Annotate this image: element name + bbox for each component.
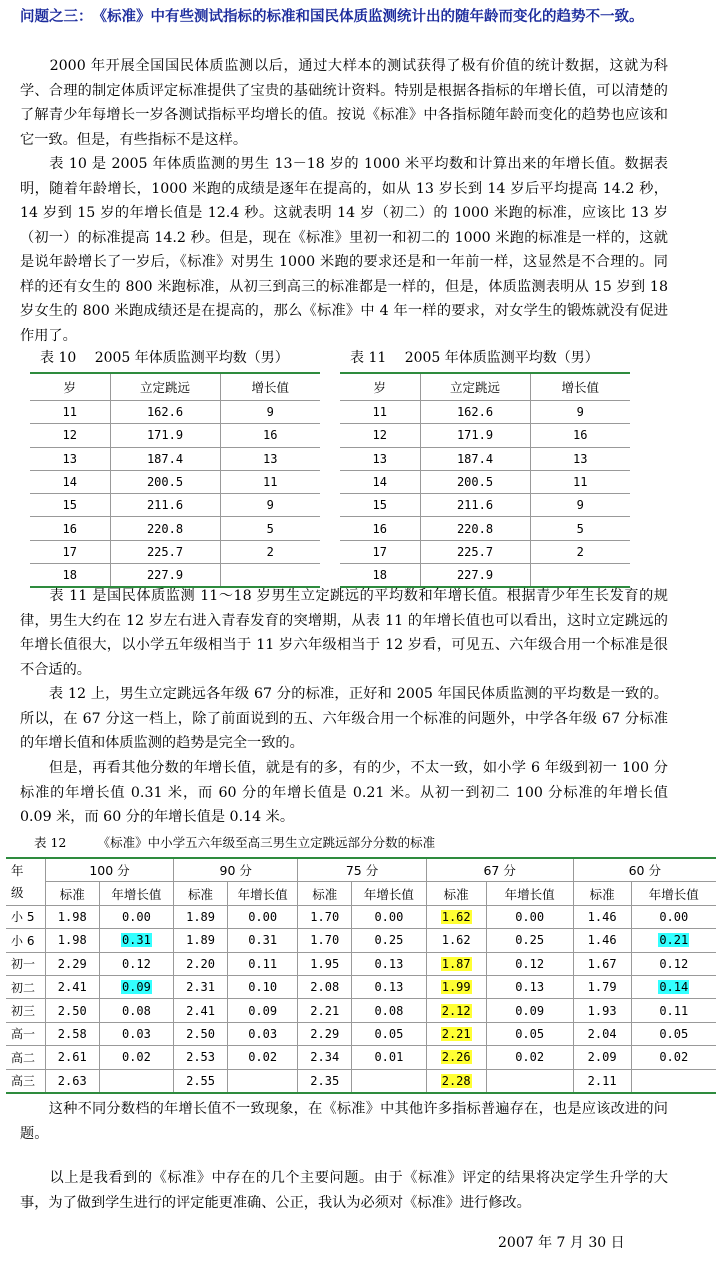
table12-cell-value: 1.46 bbox=[587, 933, 617, 948]
table10 bbox=[30, 372, 320, 588]
table12-cell bbox=[298, 975, 352, 998]
table12-cell-value: 0.05 bbox=[515, 1026, 545, 1041]
table12-cell bbox=[298, 999, 352, 1022]
table12-group-header: 100 分 bbox=[45, 858, 173, 882]
table12-cell bbox=[573, 975, 631, 998]
table12-cell bbox=[298, 1069, 352, 1093]
table12-cell-value: 2.50 bbox=[57, 1003, 87, 1018]
table12-cell-value: 0.14 bbox=[659, 980, 689, 995]
table12-cell bbox=[45, 975, 99, 998]
table12-cell bbox=[99, 1022, 174, 1045]
table10-cell: 16 bbox=[30, 517, 110, 540]
table12-group-header: 90 分 bbox=[174, 858, 298, 882]
table11-cell: 211.6 bbox=[420, 494, 530, 517]
table12-cell-value: 高二 bbox=[11, 1050, 36, 1065]
table12-cell-value: 0.02 bbox=[659, 1050, 689, 1065]
table12-cell bbox=[426, 1046, 486, 1069]
table12-cell bbox=[631, 1046, 716, 1069]
table12-cell bbox=[631, 999, 716, 1022]
table12-cell bbox=[174, 929, 228, 952]
table12-cell-value: 2.21 bbox=[310, 1003, 340, 1018]
table10-cell: 225.7 bbox=[110, 540, 220, 563]
table12-cell bbox=[45, 1022, 99, 1045]
table11-row bbox=[340, 447, 630, 470]
table12-cell-value: 0.03 bbox=[248, 1026, 278, 1041]
table12-cell-value: 0.02 bbox=[515, 1050, 545, 1065]
table11-header: 立定跳远 bbox=[420, 373, 530, 401]
table10-caption: 表 10 2005 年体质监测平均数（男） bbox=[40, 350, 289, 366]
table12-cell bbox=[426, 1069, 486, 1093]
table12-cell-value: 0.11 bbox=[248, 956, 278, 971]
table12-cell-value: 0.03 bbox=[121, 1026, 151, 1041]
table12-subheader: 年增长值 bbox=[227, 882, 297, 905]
paragraph-growth-comparison: 但是，再看其他分数的年增长值，就是有的多，有的少，不太一致，如小学 6 年级到初一 100 分标准的年增长值 0.31 米，而 60 分的年增长值是 0.21 米。从初一到初二 100 分标准的年增长值 0.09 米，而 60 分的年增长值是 0.14 米。 bbox=[20, 760, 668, 825]
table10-row bbox=[30, 401, 320, 424]
table12-cell bbox=[227, 1022, 297, 1045]
table12-cell-value: 0.25 bbox=[515, 933, 545, 948]
table12-cell bbox=[174, 905, 228, 928]
table12-cell-value: 1.46 bbox=[587, 909, 617, 924]
paragraph-table12-analysis: 表 12 上，男生立定跳远各年级 67 分的标准，正好和 2005 年国民体质监测的平均数是一致的。所以，在 67 分这一档上，除了前面说到的五、六年级合用一个标准的问题外，中学各年级 67 分标准的年增长值和体质监测的趋势是完全一致的。 bbox=[20, 686, 668, 751]
table12-cell-value: 0.13 bbox=[374, 956, 404, 971]
table12-cell-value: 1.62 bbox=[441, 933, 471, 948]
table10-cell: 11 bbox=[220, 470, 320, 493]
table12-cell bbox=[573, 1069, 631, 1093]
table12-cell-value: 0.05 bbox=[374, 1026, 404, 1041]
table12-cell bbox=[174, 952, 228, 975]
table12-subheader: 标准 bbox=[45, 882, 99, 905]
paragraph-intro: 2000 年开展全国国民体质监测以后，通过大样本的测试获得了极有价值的统计数据，这就为科学、合理的制定体质评定标准提供了宝贵的基础统计资料。特别是根据各指标的年增长值，可以清楚的了解青少年每增长一岁各测试指标平均增长的值。按说《标准》中各指标随年龄而变化的趋势也应该和它一致。但是，有些指标不是这样。 bbox=[20, 58, 668, 148]
table10-cell: 17 bbox=[30, 540, 110, 563]
table11 bbox=[340, 372, 630, 588]
table12-row bbox=[6, 1046, 716, 1069]
table12-cell bbox=[174, 1069, 228, 1093]
table10-cell: 16 bbox=[220, 424, 320, 447]
table11-cell: 11 bbox=[530, 470, 630, 493]
table12-grade-label bbox=[6, 952, 45, 975]
table12-cell-value: 2.41 bbox=[186, 1003, 216, 1018]
table11-cell: 12 bbox=[340, 424, 420, 447]
table12-cell bbox=[426, 952, 486, 975]
table12-corner-header: 年 级 bbox=[6, 858, 45, 905]
table12-cell bbox=[631, 1069, 716, 1093]
table12-cell-value: 0.02 bbox=[121, 1050, 151, 1065]
table12-cell-value: 1.98 bbox=[57, 909, 87, 924]
table12-cell-value: 2.34 bbox=[310, 1050, 340, 1065]
table10-cell: 171.9 bbox=[110, 424, 220, 447]
table12-cell-value: 2.20 bbox=[186, 956, 216, 971]
table12-cell bbox=[352, 1022, 427, 1045]
table12-cell bbox=[99, 1046, 174, 1069]
table11-cell: 2 bbox=[530, 540, 630, 563]
table10-cell: 5 bbox=[220, 517, 320, 540]
table10-cell: 200.5 bbox=[110, 470, 220, 493]
table11-cell: 13 bbox=[340, 447, 420, 470]
table12-cell-value: 0.00 bbox=[515, 909, 545, 924]
table12-grade-label bbox=[6, 1069, 45, 1093]
table10-cell: 187.4 bbox=[110, 447, 220, 470]
table12-subheader: 标准 bbox=[573, 882, 631, 905]
table12-cell-value: 0.08 bbox=[374, 1003, 404, 1018]
table12-cell-value: 0.09 bbox=[248, 1003, 278, 1018]
table12-cell bbox=[352, 1046, 427, 1069]
table12-cell-value: 2.58 bbox=[57, 1026, 87, 1041]
table12-subheader: 标准 bbox=[298, 882, 352, 905]
table12-cell-value: 1.62 bbox=[441, 909, 471, 924]
table12-cell bbox=[298, 929, 352, 952]
table12-cell-value: 0.12 bbox=[121, 956, 151, 971]
table11-cell: 200.5 bbox=[420, 470, 530, 493]
table12-cell bbox=[486, 975, 573, 998]
table12-cell-value: 初一 bbox=[11, 957, 36, 972]
table12-cell bbox=[45, 929, 99, 952]
table12-cell-value: 0.09 bbox=[515, 1003, 545, 1018]
table10-cell: 15 bbox=[30, 494, 110, 517]
table12-cell-value: 1.89 bbox=[186, 909, 216, 924]
table11-cell: 15 bbox=[340, 494, 420, 517]
table10-cell: 211.6 bbox=[110, 494, 220, 517]
table12-row bbox=[6, 905, 716, 928]
table12-cell bbox=[227, 929, 297, 952]
table10-cell: 9 bbox=[220, 401, 320, 424]
table10-cell: 14 bbox=[30, 470, 110, 493]
table12-caption: 表 12 《标准》中小学五六年级至高三男生立定跳远部分分数的标准 bbox=[34, 835, 436, 850]
table11-row bbox=[340, 470, 630, 493]
table12-cell bbox=[99, 905, 174, 928]
table12-subheader: 年增长值 bbox=[486, 882, 573, 905]
table12-cell-value: 2.11 bbox=[587, 1073, 617, 1088]
table12-cell bbox=[227, 1046, 297, 1069]
table12-cell bbox=[631, 975, 716, 998]
table12-cell bbox=[174, 1046, 228, 1069]
table10-row bbox=[30, 424, 320, 447]
table12-cell-value: 0.31 bbox=[121, 933, 151, 948]
table10-cell: 11 bbox=[30, 401, 110, 424]
table12-cell bbox=[426, 1022, 486, 1045]
table12-cell bbox=[426, 929, 486, 952]
table12-row bbox=[6, 1069, 716, 1093]
table12-cell bbox=[486, 1069, 573, 1093]
table11-cell: 220.8 bbox=[420, 517, 530, 540]
table12-cell bbox=[45, 952, 99, 975]
table12-cell-value: 2.12 bbox=[441, 1003, 471, 1018]
table12-cell bbox=[631, 1022, 716, 1045]
table11-cell: 5 bbox=[530, 517, 630, 540]
table12-cell bbox=[631, 952, 716, 975]
table12-cell bbox=[227, 999, 297, 1022]
table12-row bbox=[6, 929, 716, 952]
table12-cell-value: 0.00 bbox=[248, 909, 278, 924]
table12-cell-value: 2.53 bbox=[186, 1050, 216, 1065]
table11-row bbox=[340, 424, 630, 447]
table11-row bbox=[340, 494, 630, 517]
table12-subheader: 年增长值 bbox=[352, 882, 427, 905]
table12-subheader: 年增长值 bbox=[99, 882, 174, 905]
table12-cell-value: 高一 bbox=[11, 1027, 36, 1042]
table11-cell: 227.9 bbox=[420, 564, 530, 588]
table12-cell-value: 0.21 bbox=[659, 933, 689, 948]
table12-cell bbox=[99, 1069, 174, 1093]
table12-cell-value: 2.09 bbox=[587, 1050, 617, 1065]
table12-cell-value: 0.00 bbox=[121, 909, 151, 924]
table12-subheader: 年增长值 bbox=[631, 882, 716, 905]
table12-cell-value: 0.08 bbox=[121, 1003, 151, 1018]
table12-cell-value: 2.63 bbox=[57, 1073, 87, 1088]
table12-cell bbox=[227, 1069, 297, 1093]
table12-cell bbox=[352, 999, 427, 1022]
table10-cell: 13 bbox=[30, 447, 110, 470]
table12-cell bbox=[426, 999, 486, 1022]
table12-grade-label bbox=[6, 999, 45, 1022]
table12-cell-value: 0.00 bbox=[374, 909, 404, 924]
table10-cell: 2 bbox=[220, 540, 320, 563]
table10-row bbox=[30, 470, 320, 493]
table11-cell: 225.7 bbox=[420, 540, 530, 563]
table10-row bbox=[30, 540, 320, 563]
table12 bbox=[6, 857, 716, 1094]
table11-cell: 11 bbox=[340, 401, 420, 424]
table12-cell-value: 2.50 bbox=[186, 1026, 216, 1041]
table11-cell: 187.4 bbox=[420, 447, 530, 470]
table11-cell: 162.6 bbox=[420, 401, 530, 424]
table12-cell bbox=[99, 929, 174, 952]
table12-cell bbox=[426, 905, 486, 928]
table12-cell bbox=[352, 975, 427, 998]
table12-cell-value: 1.79 bbox=[587, 980, 617, 995]
table12-cell bbox=[99, 999, 174, 1022]
table11-cell: 16 bbox=[530, 424, 630, 447]
section-heading: 问题之三： 《标准》中有些测试指标的标准和国民体质监测统计出的随年龄而变化的趋势不一致。 bbox=[20, 8, 644, 25]
table12-row bbox=[6, 1022, 716, 1045]
table12-cell bbox=[631, 929, 716, 952]
table11-cell: 14 bbox=[340, 470, 420, 493]
paragraph-table11-analysis: 表 11 是国民体质监测 11～18 岁男生立定跳远的平均数和年增长值。根据青少年生长发育的规律，男生大约在 12 岁左右进入青春发育的突增期，从表 11 的年增长值也可以看出，这时立定跳远的年增长值很大，以小学五年级相当于 11 岁六年级相当于 12 岁看，可见五、六年级合用一个标准是很不合适的。 bbox=[20, 588, 668, 678]
table12-cell-value: 高三 bbox=[11, 1074, 36, 1089]
table12-cell bbox=[45, 999, 99, 1022]
table12-cell bbox=[352, 905, 427, 928]
table12-cell bbox=[573, 999, 631, 1022]
table12-cell bbox=[426, 975, 486, 998]
table12-cell-value: 0.10 bbox=[248, 980, 278, 995]
table10-row bbox=[30, 447, 320, 470]
table12-cell-value: 小 5 bbox=[11, 910, 35, 925]
table11-cell: 171.9 bbox=[420, 424, 530, 447]
table12-group-header: 67 分 bbox=[426, 858, 573, 882]
table12-cell-value: 1.99 bbox=[441, 980, 471, 995]
table12-cell-value: 0.13 bbox=[374, 980, 404, 995]
table12-cell bbox=[573, 1046, 631, 1069]
table10-cell: 162.6 bbox=[110, 401, 220, 424]
table12-group-header: 60 分 bbox=[573, 858, 716, 882]
table12-cell bbox=[573, 1022, 631, 1045]
table12-cell-value: 2.35 bbox=[310, 1073, 340, 1088]
table12-cell bbox=[45, 905, 99, 928]
table12-cell bbox=[298, 1022, 352, 1045]
table12-cell-value: 2.31 bbox=[186, 980, 216, 995]
table12-cell-value: 2.26 bbox=[441, 1050, 471, 1065]
table12-cell-value: 1.70 bbox=[310, 909, 340, 924]
table12-cell-value: 1.87 bbox=[441, 956, 471, 971]
table12-cell-value: 0.00 bbox=[659, 909, 689, 924]
table12-cell-value: 0.25 bbox=[374, 933, 404, 948]
table11-header: 岁 bbox=[340, 373, 420, 401]
table12-cell bbox=[298, 952, 352, 975]
table12-cell-value: 2.29 bbox=[57, 956, 87, 971]
table12-cell-value: 2.04 bbox=[587, 1026, 617, 1041]
table12-cell-value: 2.55 bbox=[186, 1073, 216, 1088]
table12-cell bbox=[45, 1069, 99, 1093]
table12-group-header: 75 分 bbox=[298, 858, 426, 882]
document-date: 2007 年 7 月 30 日 bbox=[498, 1235, 625, 1251]
table12-cell bbox=[631, 905, 716, 928]
table12-grade-label bbox=[6, 905, 45, 928]
table12-grade-label bbox=[6, 1046, 45, 1069]
table12-cell bbox=[227, 952, 297, 975]
table10-cell: 13 bbox=[220, 447, 320, 470]
table12-cell bbox=[174, 1022, 228, 1045]
table12-cell-value: 1.95 bbox=[310, 956, 340, 971]
table12-cell-value: 2.41 bbox=[57, 980, 87, 995]
table12-cell-value: 2.21 bbox=[441, 1026, 471, 1041]
table12-cell bbox=[486, 905, 573, 928]
table12-cell-value: 0.05 bbox=[659, 1026, 689, 1041]
table12-cell-value: 0.11 bbox=[659, 1003, 689, 1018]
table11-header: 增长值 bbox=[530, 373, 630, 401]
table12-cell-value: 初二 bbox=[11, 980, 36, 995]
table11-cell: 9 bbox=[530, 401, 630, 424]
table12-cell bbox=[486, 999, 573, 1022]
table12-cell-value: 0.13 bbox=[515, 980, 545, 995]
table10-header: 岁 bbox=[30, 373, 110, 401]
table10-cell: 227.9 bbox=[110, 564, 220, 588]
table10-header: 增长值 bbox=[220, 373, 320, 401]
table11-cell: 9 bbox=[530, 494, 630, 517]
table12-cell-value: 1.98 bbox=[57, 933, 87, 948]
table12-cell-value: 0.31 bbox=[248, 933, 278, 948]
table12-cell-value: 2.08 bbox=[310, 980, 340, 995]
table12-cell bbox=[227, 905, 297, 928]
table11-caption: 表 11 2005 年体质监测平均数（男） bbox=[350, 350, 599, 366]
table12-cell bbox=[45, 1046, 99, 1069]
paragraph-table10-analysis: 表 10 是 2005 年体质监测的男生 13－18 岁的 1000 米平均数和计算出来的年增长值。数据表明，随着年龄增长，1000 米跑的成绩是逐年在提高的，如从 13 岁长到 14 岁后平均提高 14.2 秒，14 岁到 15 岁的年增长值是 12.4 秒。这就表明 14 岁（初二）的 1000 米跑的标准，应该比 13 岁（初一）的标准提高 14.2 秒。但是，现在《标准》里初一和初二的 1000 米跑的标准是一样的，这就是说年龄增长了一岁后，《标准》对男生 1000 米跑的要求还是和一年前一样，这显然是不合理的。同样的还有女生的 800 米跑标准，从初三到高三的标准都是一样的，但是，体质监测表明从 15 岁到 18 岁女生的 800 米跑成绩还是在提高的，那么《标准》中 4 年一样的要求，对女学生的锻炼就没有促进作用了。 bbox=[20, 156, 668, 344]
table12-cell bbox=[352, 952, 427, 975]
table12-cell-value: 0.12 bbox=[515, 956, 545, 971]
table12-cell-value: 小 6 bbox=[11, 933, 35, 948]
table10-row bbox=[30, 517, 320, 540]
table12-cell bbox=[298, 1046, 352, 1069]
table12-cell bbox=[573, 905, 631, 928]
table12-cell-value: 1.93 bbox=[587, 1003, 617, 1018]
table11-row bbox=[340, 401, 630, 424]
table11-cell: 13 bbox=[530, 447, 630, 470]
table10-header: 立定跳远 bbox=[110, 373, 220, 401]
table12-cell-value: 2.28 bbox=[441, 1073, 471, 1088]
table10-cell: 18 bbox=[30, 564, 110, 588]
table12-cell-value: 2.61 bbox=[57, 1050, 87, 1065]
table11-row bbox=[340, 540, 630, 563]
table12-grade-label bbox=[6, 975, 45, 998]
table11-cell: 16 bbox=[340, 517, 420, 540]
table12-grade-label bbox=[6, 1022, 45, 1045]
table12-cell-value: 0.09 bbox=[121, 980, 151, 995]
table12-cell-value: 0.01 bbox=[374, 1050, 404, 1065]
table10-cell: 220.8 bbox=[110, 517, 220, 540]
table12-cell bbox=[99, 952, 174, 975]
table12-cell bbox=[573, 929, 631, 952]
table12-subheader: 标准 bbox=[174, 882, 228, 905]
table12-cell bbox=[486, 929, 573, 952]
table12-cell bbox=[99, 975, 174, 998]
table12-cell-value: 1.89 bbox=[186, 933, 216, 948]
table11-cell: 18 bbox=[340, 564, 420, 588]
table10-cell: 9 bbox=[220, 494, 320, 517]
table10-cell: 12 bbox=[30, 424, 110, 447]
table11-cell: 17 bbox=[340, 540, 420, 563]
table12-subheader: 标准 bbox=[426, 882, 486, 905]
paragraph-inconsistency-note: 这种不同分数档的年增长值不一致现象，在《标准》中其他许多指标普遍存在，也是应该改进的问题。 bbox=[20, 1101, 668, 1142]
table12-cell-value: 0.02 bbox=[248, 1050, 278, 1065]
table12-row bbox=[6, 999, 716, 1022]
table12-row bbox=[6, 952, 716, 975]
table12-grade-label bbox=[6, 929, 45, 952]
table12-cell-value: 2.29 bbox=[310, 1026, 340, 1041]
table12-row bbox=[6, 975, 716, 998]
table11-row bbox=[340, 517, 630, 540]
table12-cell-value: 1.67 bbox=[587, 956, 617, 971]
paragraph-conclusion: 以上是我看到的《标准》中存在的几个主要问题。由于《标准》评定的结果将决定学生升学的大事，为了做到学生进行的评定能更准确、公正，我认为必须对《标准》进行修改。 bbox=[20, 1170, 668, 1211]
table12-cell bbox=[486, 952, 573, 975]
table12-cell bbox=[174, 975, 228, 998]
table12-cell bbox=[352, 929, 427, 952]
table12-cell-value: 0.12 bbox=[659, 956, 689, 971]
table12-cell bbox=[227, 975, 297, 998]
table12-cell bbox=[573, 952, 631, 975]
table12-cell-value: 初三 bbox=[11, 1004, 36, 1019]
table12-cell-value: 1.70 bbox=[310, 933, 340, 948]
table12-cell bbox=[174, 999, 228, 1022]
table12-cell bbox=[298, 905, 352, 928]
table12-cell bbox=[352, 1069, 427, 1093]
table10-row bbox=[30, 494, 320, 517]
table12-cell bbox=[486, 1046, 573, 1069]
table12-cell bbox=[486, 1022, 573, 1045]
